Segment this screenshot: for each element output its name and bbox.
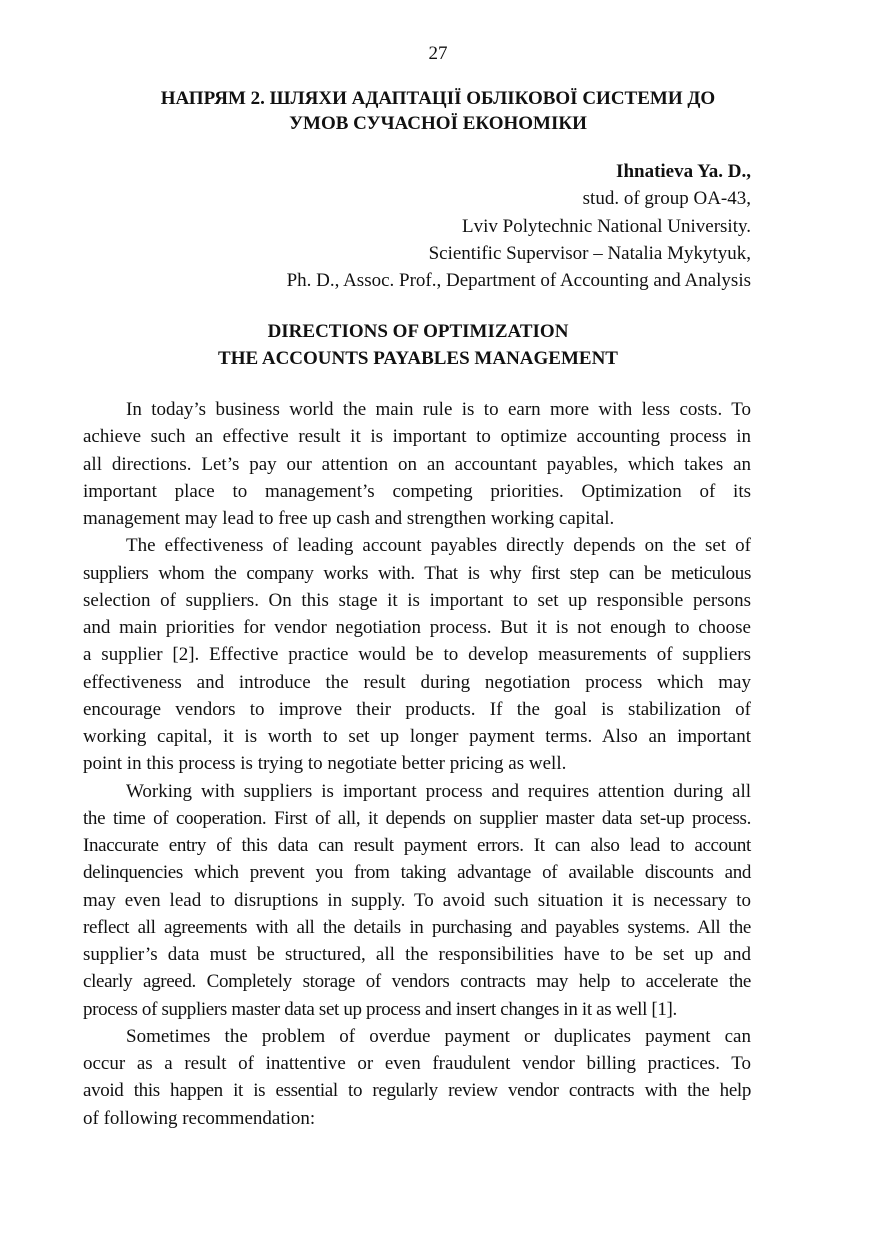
text-line: reflect all agreements with all the details in purchasing and payables systems. All the — [83, 916, 751, 938]
paragraph — [83, 778, 751, 1023]
text-line: working capital, it is worth to set up longer payment terms. Also an important — [83, 726, 751, 747]
article-title-line: THE ACCOUNTS PAYABLES MANAGEMENT — [218, 348, 618, 369]
text-line: Working with suppliers is important process and requires attention during all — [126, 780, 751, 802]
scientific-supervisor: Scientific Supervisor – Natalia Mykytyuk, — [428, 242, 751, 264]
text-line: point in this process is trying to negotiate better pricing as well. — [83, 753, 567, 775]
text-line: Sometimes the problem of overdue payment or duplicates payment can — [126, 1025, 751, 1047]
text-line: management may lead to free up cash and strengthen working capital. — [83, 508, 615, 529]
text-line: In today’s business world the main rule is to earn more with less costs. To — [126, 399, 751, 420]
paragraph — [83, 532, 751, 777]
text-line: suppliers whom the company works with. That is why first step can be meticulous — [83, 562, 751, 584]
text-line: supplier’s data must be structured, all the responsibilities have to be set up and — [83, 944, 751, 965]
author-group: stud. of group OA-43, — [582, 188, 751, 210]
author-university: Lviv Polytechnic National University. — [462, 215, 751, 237]
article-title — [0, 318, 836, 372]
text-line: clearly agreed. Completely storage of vendors contracts may help to accelerate the — [83, 971, 751, 993]
text-line: all directions. Let’s pay our attention on an accountant payables, which takes an — [83, 453, 751, 475]
section-heading-line: УМОВ СУЧАСНОЇ ЕКОНОМІКИ — [289, 113, 587, 134]
section-heading — [0, 86, 876, 136]
page-number: 27 — [428, 43, 448, 64]
paragraph — [83, 396, 751, 532]
text-line: The effectiveness of leading account payables directly depends on the set of — [126, 535, 751, 557]
text-line: Inaccurate entry of this data can result payment errors. It can also lead to account — [83, 835, 751, 856]
text-line: effectiveness and introduce the result during negotiation process which may — [83, 671, 751, 693]
text-line: avoid this happen it is essential to regularly review vendor contracts with the help — [83, 1080, 751, 1102]
text-line: occur as a result of inattentive or even fraudulent vendor billing practices. To — [83, 1053, 751, 1074]
text-line: important place to management’s competing priorities. Optimization of its — [83, 480, 751, 502]
author-block — [287, 158, 751, 294]
text-line: encourage vendors to improve their products. If the goal is stabilization of — [83, 698, 751, 720]
text-line: and main priorities for vendor negotiation process. But it is not enough to choose — [83, 617, 751, 638]
text-line: the time of cooperation. First of all, it depends on supplier master data set-up process. — [83, 807, 751, 829]
author-name: Ihnatieva Ya. D., — [616, 161, 751, 182]
text-line: a supplier [2]. Effective practice would be to develop measurements of suppliers — [83, 644, 751, 666]
text-line: of following recommendation: — [83, 1107, 316, 1129]
text-line: process of suppliers master data set up process and insert changes in it as well [1]. — [83, 998, 677, 1020]
text-line: delinquencies which prevent you from taking advantage of available discounts and — [83, 862, 751, 884]
article-title-line: DIRECTIONS OF OPTIMIZATION — [267, 321, 569, 342]
text-line: selection of suppliers. On this stage it is important to set up responsible persons — [83, 589, 751, 611]
supervisor-title: Ph. D., Assoc. Prof., Department of Accounting and Analysis — [286, 270, 751, 292]
paragraph — [83, 1023, 751, 1132]
text-line: achieve such an effective result it is important to optimize accounting process in — [83, 426, 751, 448]
text-line: may even lead to disruptions in supply. To avoid such situation it is necessary to — [83, 889, 751, 911]
section-heading-line: НАПРЯМ 2. ШЛЯХИ АДАПТАЦІЇ ОБЛІКОВОЇ СИСТЕМИ ДО — [160, 88, 716, 109]
article-body — [83, 396, 751, 1132]
